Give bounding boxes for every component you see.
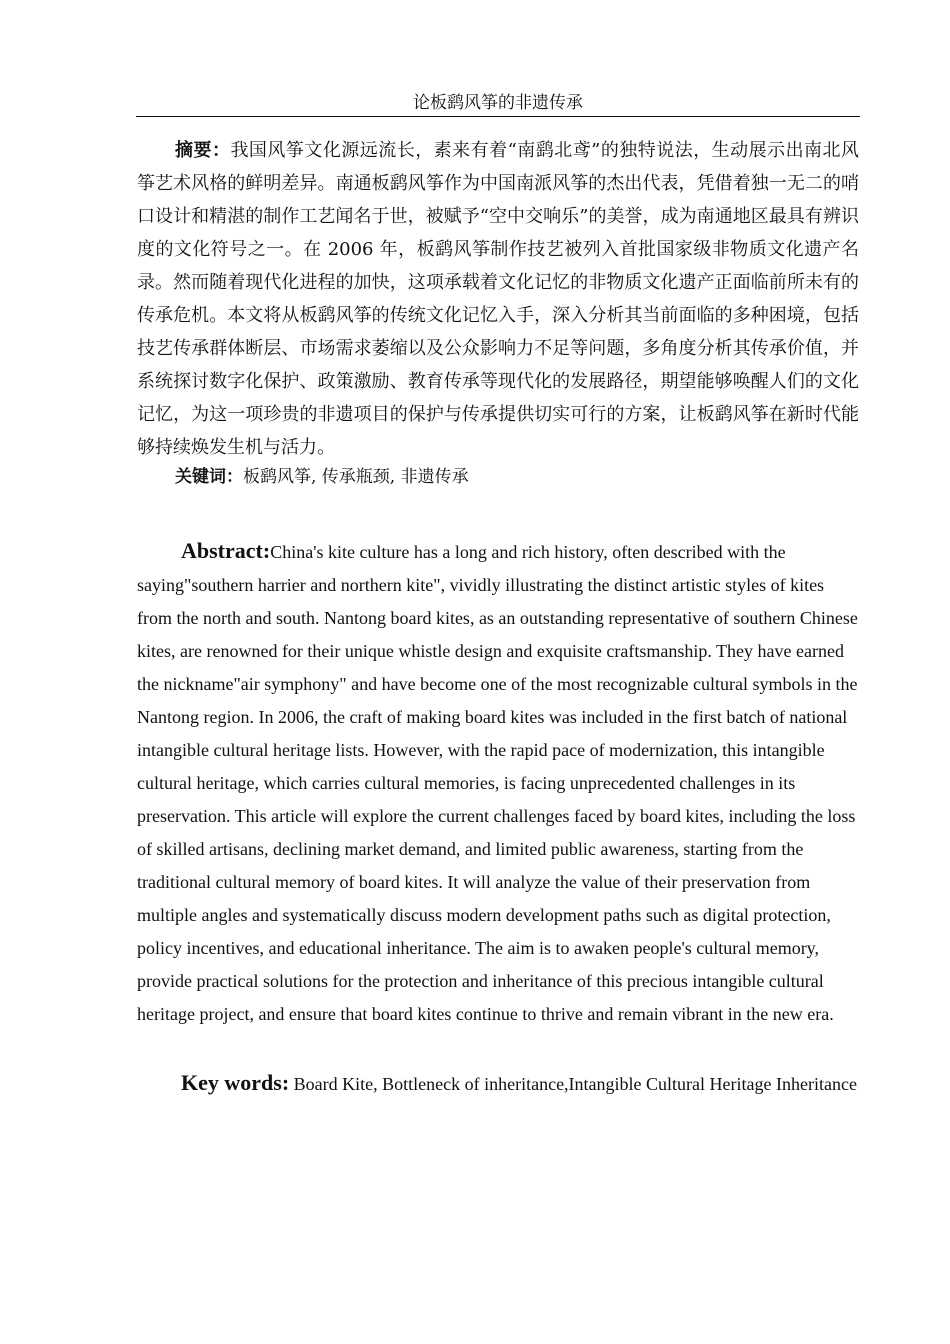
- chinese-abstract-text: 我国风筝文化源远流长，素来有着“南鹞北鸢”的独特说法，生动展示出南北风筝艺术风格的鲜明差异。南通板鹞风筝作为中国南派风筝的杰出代表，凭借着独一无二的哨口设计和精湛的制作工艺闻名于世，被赋予“空中交响乐”的美誉，成为南通地区最具有辨识度的文化符号之一。在 2006 年，板鹞风筝制作技艺被列入首批国家级非物质文化遗产名录。然而随着现代化进程的加快，这项承载着文化记忆的非物质文化遗产正面临前所未有的传承危机。本文将从板鹞风筝的传统文化记忆入手，深入分析其当前面临的多种困境，包括技艺传承群体断层、市场需求萎缩以及公众影响力不足等问题，多角度分析其传承价值，并系统探讨数字化保护、政策激励、教育传承等现代化的发展路径，期望能够唤醒人们的文化记忆，为这一项珍贵的非遗项目的保护与传承提供切实可行的方案，让板鹞风筝在新时代能够持续焕发生机与活力。: [137, 140, 860, 458]
- running-header: [136, 92, 860, 117]
- chinese-keywords-label: 关键词：: [175, 467, 243, 487]
- english-abstract-label: Abstract:: [181, 538, 271, 563]
- chinese-abstract: [137, 134, 859, 464]
- chinese-keywords-text: 板鹞风筝, 传承瓶颈, 非遗传承: [243, 467, 469, 487]
- english-abstract: [137, 534, 859, 1031]
- english-keywords-label: Key words:: [181, 1070, 290, 1095]
- chinese-abstract-label: 摘要：: [175, 140, 231, 161]
- english-keywords: [137, 1066, 859, 1101]
- header-title: 论板鹞风筝的非遗传承: [413, 93, 583, 113]
- english-keywords-text: Board Kite, Bottleneck of inheritance,Intangible Cultural Heritage Inheritance: [289, 1074, 857, 1094]
- english-abstract-text: China's kite culture has a long and rich history, often described with the saying"southern harrier and northern kite", vividly illustrating the distinct artistic styles of kites from the north and south. Nantong board kites, as an outstanding representative of southern Chinese kites, are renowned for their unique whistle design and exquisite craftsmanship. They have earned the nickname"air symphony" and have become one of the most recognizable cultural symbols in the Nantong region. In 2006, the craft of making board kites was included in the first batch of national intangible cultural heritage lists. However, with the rapid pace of modernization, this intangible cultural heritage, which carries cultural memories, is facing unprecedented challenges in its preservation. This article will explore the current challenges faced by board kites, including the loss of skilled artisans, declining market demand, and limited public awareness, starting from the traditional cultural memory of board kites. It will analyze the value of their preservation from multiple angles and systematically discuss modern development paths such as digital protection, policy incentives, and educational inheritance. The aim is to awaken people's cultural memory, provide practical solutions for the protection and inheritance of this precious intangible cultural heritage project, and ensure that board kites continue to thrive and remain vibrant in the new era.: [137, 542, 858, 1024]
- chinese-keywords: [137, 462, 859, 492]
